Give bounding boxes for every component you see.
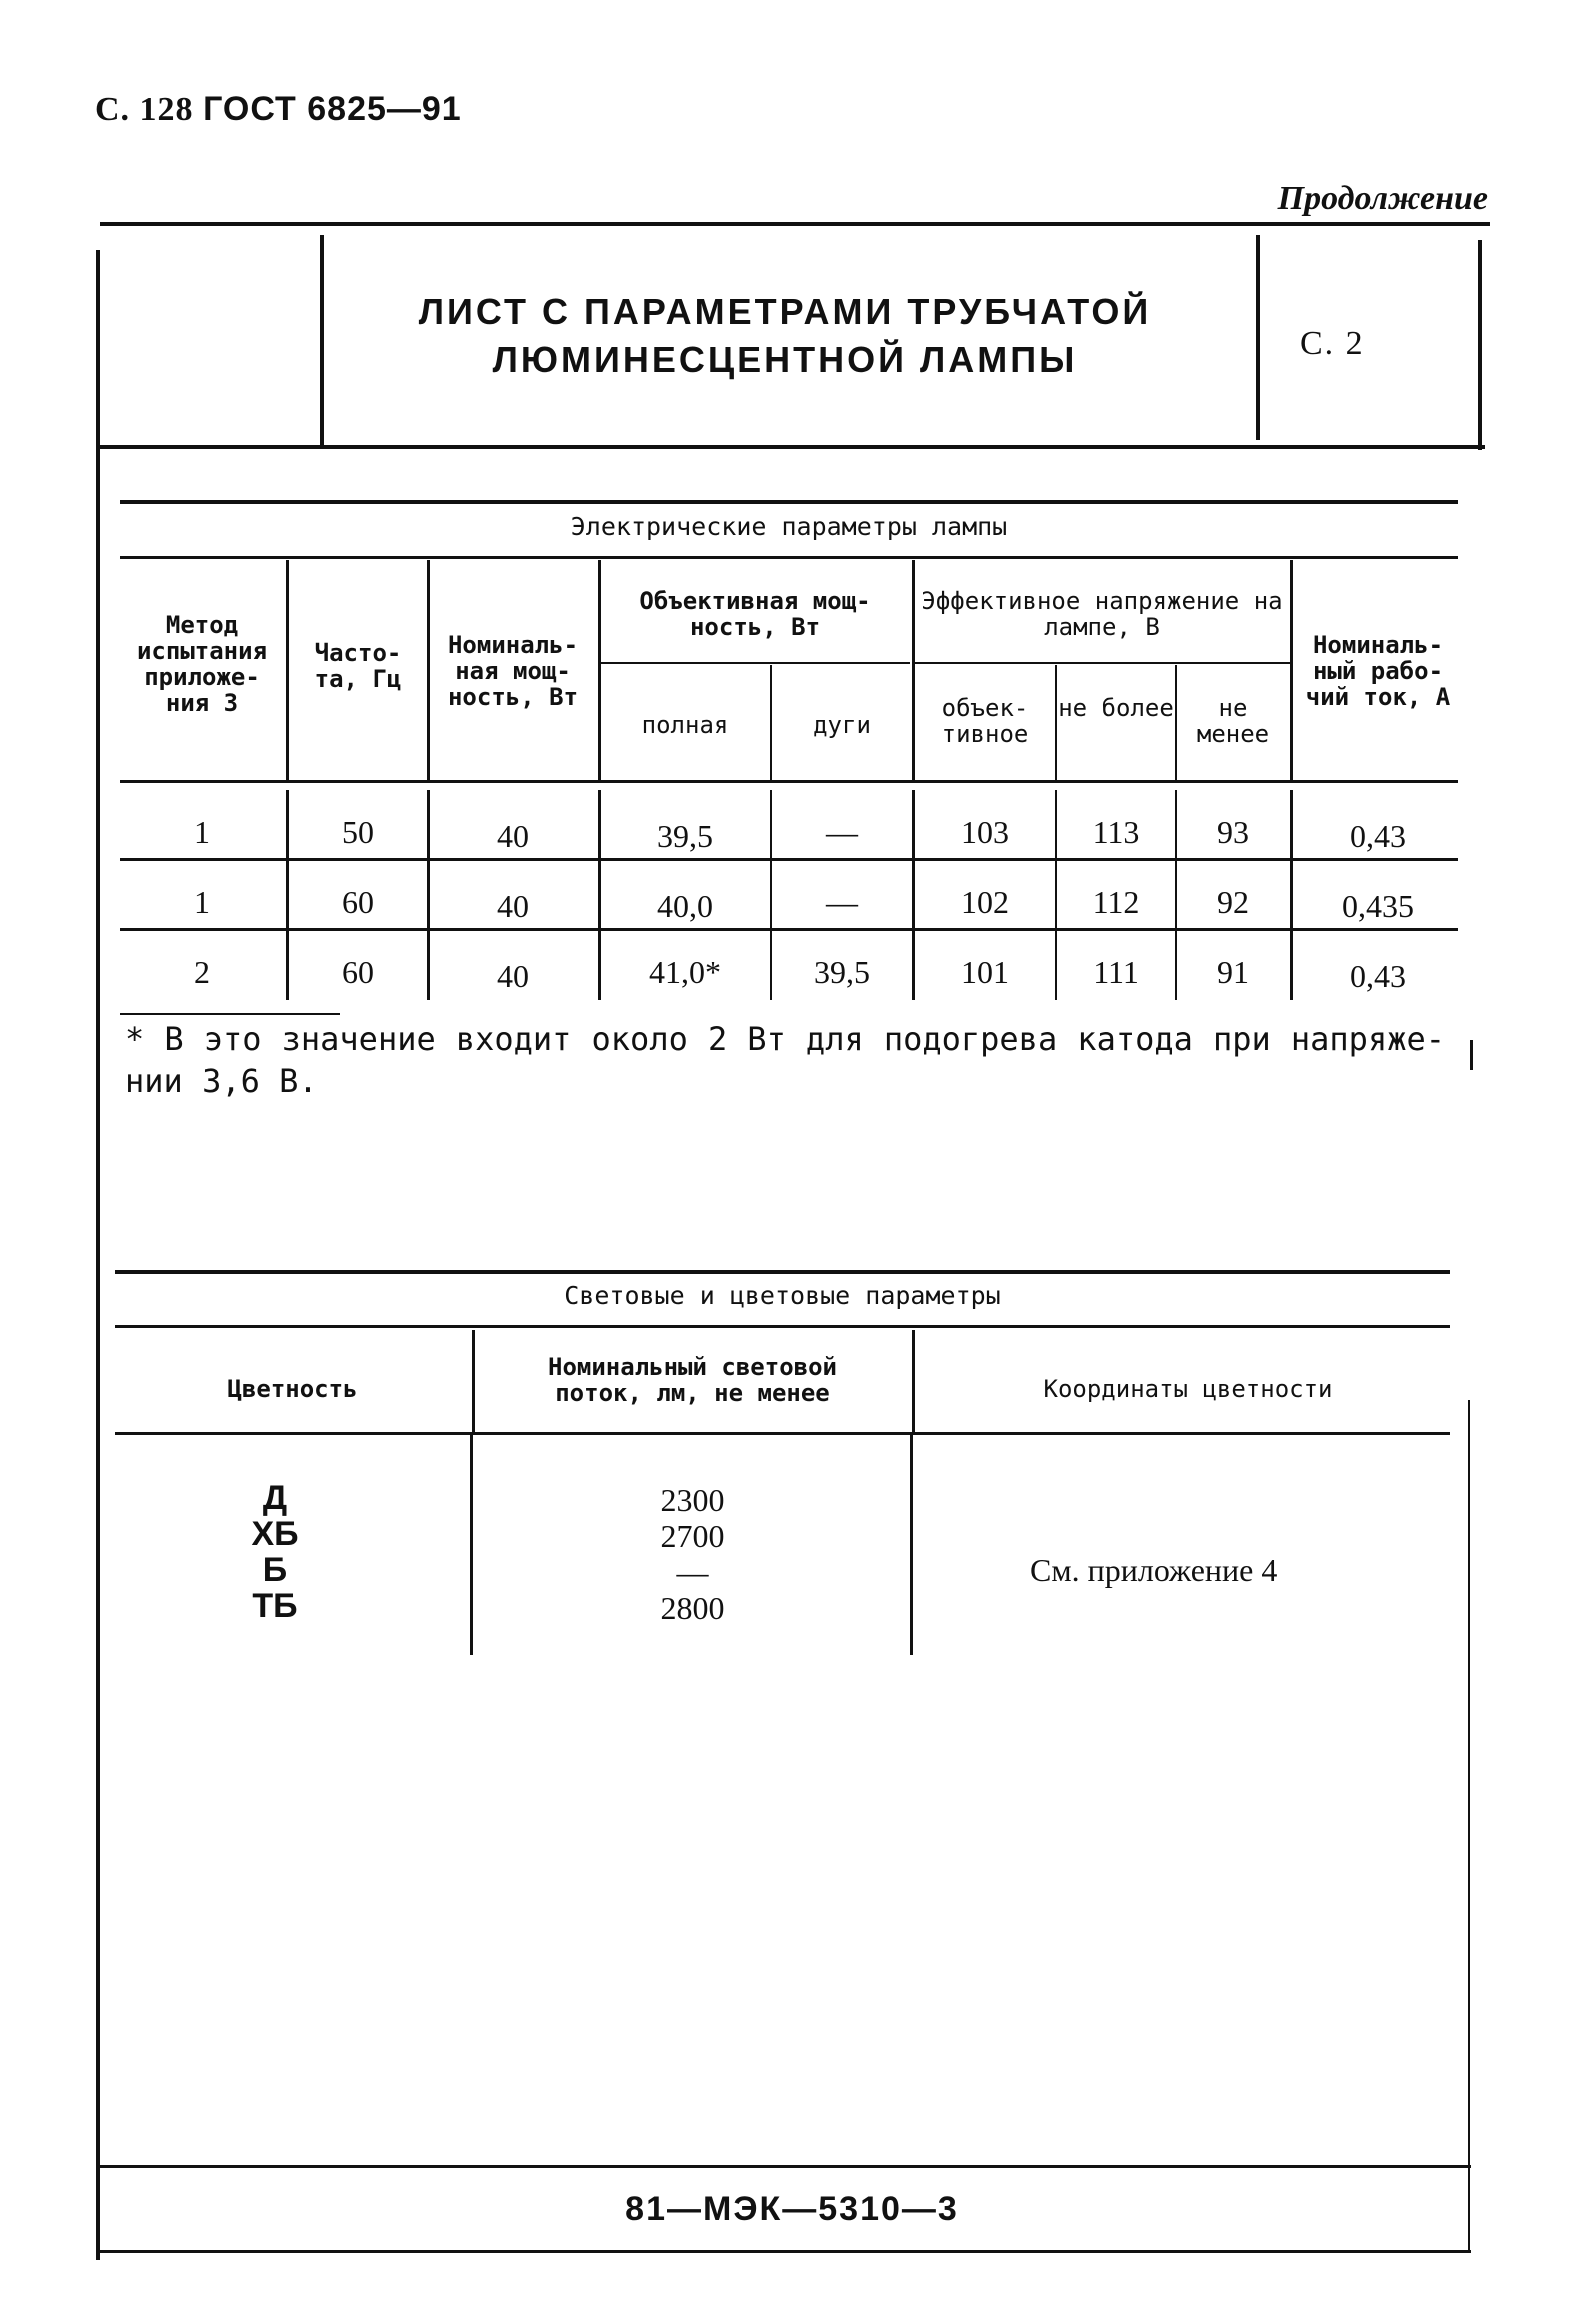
color-list (115, 1480, 435, 1624)
list-item: 2300 (660, 1482, 725, 1518)
row2-method: 1 (194, 884, 210, 920)
row3-min-voltage: 91 (1217, 954, 1249, 990)
footer-bottom-rule (96, 2250, 1471, 2253)
sheet-number: С. 2 (1300, 325, 1365, 362)
list-item: Д (262, 1479, 288, 1517)
col-line-7 (1175, 665, 1177, 780)
header-full: полная (641, 711, 729, 739)
row3-full-power: 41,0* (649, 954, 721, 990)
electrical-caption-rule (120, 556, 1458, 559)
table-row (0, 790, 1584, 860)
row2-arc-power: — (826, 884, 858, 920)
col-line-8 (1290, 560, 1293, 780)
row2-full-power: 40,0 (657, 888, 713, 924)
flux-list (520, 1482, 865, 1626)
header-not-less: не менее (1196, 694, 1270, 748)
col-line-5 (912, 560, 915, 780)
table-row (0, 860, 1584, 930)
list-item: 2700 (660, 1518, 725, 1554)
header-flux: Номинальный световой поток, лм, не менее (548, 1353, 837, 1407)
frame-right-border-mid (1470, 1040, 1473, 1070)
row3-max-voltage: 111 (1093, 954, 1139, 990)
eff-voltage-subrule (914, 662, 1290, 664)
header-current: Номиналь- ный рабо- чий ток, А (1305, 631, 1451, 711)
row1-frequency: 50 (342, 814, 374, 850)
header-method: Метод испытания приложе- ния 3 (136, 611, 268, 717)
document-title (320, 288, 1250, 384)
row1-full-power: 39,5 (657, 818, 713, 854)
light-caption-rule (115, 1325, 1450, 1328)
header-frequency: Часто- та, Гц (314, 639, 402, 693)
title-divider-right (1256, 235, 1260, 440)
header-effective-voltage: Эффективное напряжение на лампе, В (921, 587, 1283, 641)
page-ref: С. 128 (95, 91, 194, 128)
header-color: Цветность (227, 1375, 358, 1403)
row1-method: 1 (194, 814, 210, 850)
coordinates-value: См. приложение 4 (1030, 1552, 1278, 1588)
light-header-rule (115, 1432, 1450, 1435)
row3-frequency: 60 (342, 954, 374, 990)
row1-nominal-power: 40 (497, 818, 529, 854)
row1-max-voltage: 113 (1092, 814, 1140, 850)
header-objective-voltage: объек- тивное (941, 694, 1029, 748)
col-line-3 (598, 560, 601, 780)
light-caption: Световые и цветовые параметры (564, 1281, 1001, 1310)
electrical-top-rule (120, 500, 1458, 504)
row3-current: 0,43 (1350, 958, 1406, 994)
title-bottom-line (100, 445, 1485, 449)
light-body-col-line-1 (470, 1435, 473, 1655)
row2-frequency: 60 (342, 884, 374, 920)
header-bottom-rule (120, 780, 1458, 783)
header-arc: дуги (813, 711, 871, 739)
light-top-rule (115, 1270, 1450, 1274)
col-line-4 (770, 665, 772, 780)
row1-objective-voltage: 103 (961, 814, 1009, 850)
frame-top-line (100, 222, 1490, 226)
electrical-rows (0, 790, 1584, 1000)
row3-method: 2 (194, 954, 210, 990)
row2-nominal-power: 40 (497, 888, 529, 924)
header-coordinates: Координаты цветности (1043, 1375, 1333, 1403)
header-objective-power: Объективная мощ- ность, Вт (639, 587, 871, 641)
electrical-caption: Электрические параметры лампы (570, 512, 1008, 541)
list-item: Б (262, 1551, 288, 1589)
row1-current: 0,43 (1350, 818, 1406, 854)
row2-objective-voltage: 102 (961, 884, 1009, 920)
footer-code: 81—МЭК—5310—3 (625, 2190, 959, 2228)
standard-number: ГОСТ 6825—91 (203, 90, 462, 128)
list-item: 2800 (660, 1590, 725, 1626)
list-item: — (676, 1554, 709, 1590)
row3-nominal-power: 40 (497, 958, 529, 994)
header-nominal-power: Номиналь- ная мощ- ность, Вт (447, 631, 579, 711)
light-col-line-2 (912, 1330, 915, 1432)
col-line-6 (1055, 665, 1057, 780)
frame-right-border-bottom (1468, 1400, 1470, 2250)
frame-left-border (96, 250, 100, 2260)
header-not-more: не более (1058, 694, 1174, 722)
row2-max-voltage: 112 (1092, 884, 1140, 920)
frame-right-border-top (1478, 240, 1482, 450)
row2-current: 0,435 (1342, 888, 1414, 924)
continuation-label: Продолжение (1277, 180, 1488, 217)
list-item: ТБ (252, 1587, 298, 1625)
row1-min-voltage: 93 (1217, 814, 1249, 850)
obj-power-subrule (600, 662, 910, 664)
row1-arc-power: — (826, 814, 858, 850)
footnote: * В это значение входит около 2 Вт для подогрева катода при напряже- нии 3,6 В. (125, 1020, 1445, 1100)
page-header (95, 90, 462, 129)
footnote-rule (120, 1013, 340, 1015)
row2-min-voltage: 92 (1217, 884, 1249, 920)
title-line-2: ЛЮМИНЕСЦЕНТНОЙ ЛАМПЫ (492, 339, 1078, 380)
footer-top-rule (96, 2165, 1471, 2168)
light-col-line-1 (472, 1330, 475, 1432)
row3-arc-power: 39,5 (814, 954, 870, 990)
col-line-1 (286, 560, 289, 780)
list-item: ХБ (251, 1515, 299, 1553)
table-row (0, 930, 1584, 1000)
light-body-col-line-2 (910, 1435, 913, 1655)
title-line-1: ЛИСТ С ПАРАМЕТРАМИ ТРУБЧАТОЙ (418, 291, 1152, 332)
row3-objective-voltage: 101 (961, 954, 1009, 990)
